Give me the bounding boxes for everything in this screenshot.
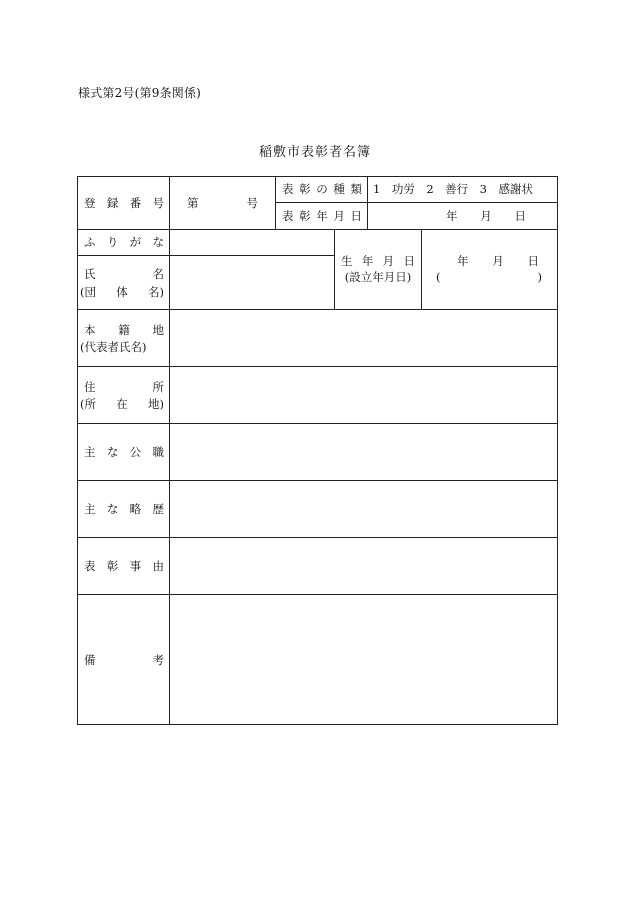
award-type-label: 表 彰 の 種 類 <box>282 182 362 196</box>
award-date-field[interactable]: 年 月 日 <box>446 209 526 223</box>
public-office-field[interactable] <box>170 424 557 480</box>
registration-number-field[interactable]: 第 号 <box>187 196 258 210</box>
domicile-field[interactable] <box>170 310 557 366</box>
col-divider <box>334 229 335 309</box>
row-divider <box>275 202 557 203</box>
career-field[interactable] <box>170 481 557 537</box>
form-number: 様式第2号(第9条関係) <box>78 86 202 100</box>
furigana-field[interactable] <box>170 230 334 255</box>
award-reason-field[interactable] <box>170 538 557 594</box>
col-divider <box>421 229 422 309</box>
table-border-left <box>77 176 78 725</box>
furigana-label: ふ り が な <box>84 235 164 249</box>
name-label: 氏 名 <box>84 267 164 281</box>
table-border-right <box>557 176 558 725</box>
table-border-bottom <box>77 724 558 725</box>
career-label: 主 な 略 歴 <box>84 502 164 516</box>
address-label: 住 所 <box>84 380 164 394</box>
col-divider <box>275 176 276 229</box>
table-border-top <box>77 176 557 177</box>
name-field[interactable] <box>170 256 334 309</box>
remarks-label: 備 考 <box>84 653 164 667</box>
birth-date-label: 生 年 月 日 <box>341 254 415 268</box>
domicile-label: 本 籍 地 <box>84 323 164 337</box>
location-label: (所 在 地) <box>80 397 164 411</box>
group-name-label: (団 体 名) <box>80 285 164 299</box>
registration-number-label: 登 録 番 号 <box>84 196 164 210</box>
award-type-options[interactable]: 1 功労 2 善行 3 感謝状 <box>373 182 533 196</box>
award-reason-label: 表 彰 事 由 <box>84 559 164 573</box>
page-title: 稲敷市表彰者名簿 <box>258 145 371 160</box>
birth-date-field[interactable]: 年 月 日 <box>457 254 539 268</box>
establishment-date-field[interactable]: ( ) <box>436 270 542 284</box>
col-divider <box>367 176 368 229</box>
remarks-field[interactable] <box>170 595 557 724</box>
public-office-label: 主 な 公 職 <box>84 445 164 459</box>
establishment-date-label: (設立年月日) <box>344 270 412 284</box>
award-date-label: 表 彰 年 月 日 <box>282 209 362 223</box>
representative-name-label: (代表者氏名) <box>80 340 147 354</box>
address-field[interactable] <box>170 367 557 423</box>
